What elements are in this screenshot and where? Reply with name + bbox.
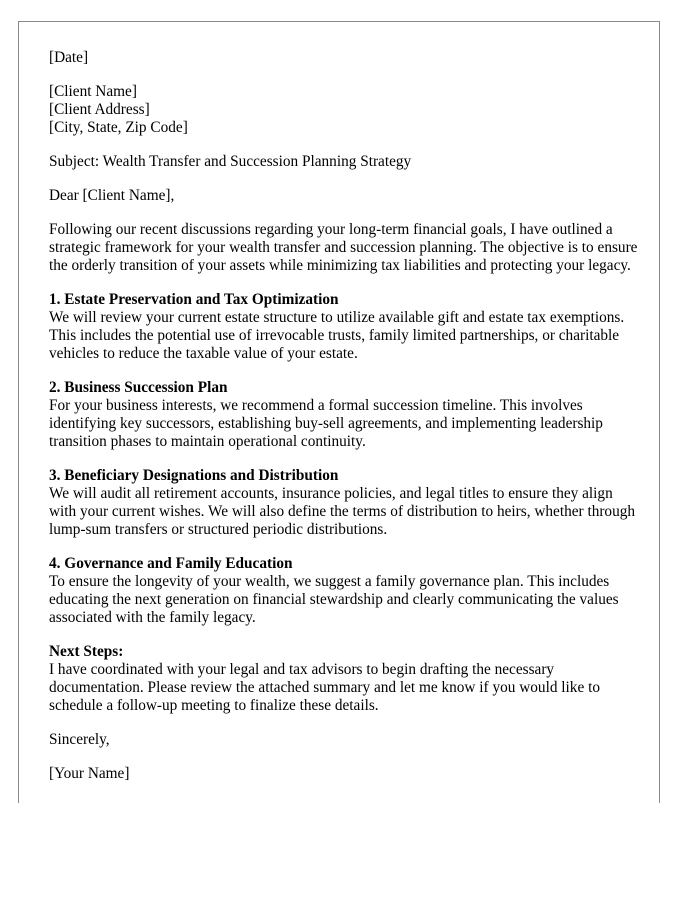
letter-signature: [Your Name] <box>49 765 130 782</box>
recipient-block <box>49 83 639 137</box>
section-body: We will review your current estate structure to utilize available gift and estate tax exemptions. This includes the potential use of irrevocable trusts, family limited partnerships, or charitable vehicles to reduce the taxable value of your estate. <box>49 309 625 362</box>
section-body: For your business interests, we recommend a formal succession timeline. This involves identifying key successors, establishing buy-sell agreements, and implementing leadership transition phases to maintain operational continuity. <box>49 397 603 450</box>
letter-body <box>49 49 639 799</box>
recipient-city-state-zip: [City, State, Zip Code] <box>49 119 188 136</box>
section-title: 4. Governance and Family Education <box>49 555 293 572</box>
section-governance-education <box>49 555 639 627</box>
recipient-name: [Client Name] <box>49 83 137 100</box>
section-title: 1. Estate Preservation and Tax Optimization <box>49 291 339 308</box>
section-next-steps <box>49 643 639 715</box>
next-steps-body: I have coordinated with your legal and tax advisors to begin drafting the necessary documentation. Please review the attached summary and let me know if you would like to schedule a follow-up meeting to finalize these details. <box>49 661 600 714</box>
letter-page <box>18 21 660 803</box>
letter-date: [Date] <box>49 49 89 66</box>
section-estate-preservation <box>49 291 639 363</box>
section-business-succession <box>49 379 639 451</box>
section-title: 2. Business Succession Plan <box>49 379 228 396</box>
section-body: We will audit all retirement accounts, insurance policies, and legal titles to ensure they align with your current wishes. We will also define the terms of distribution to heirs, whether through lump-sum transfers or structured periodic distributions. <box>49 485 636 538</box>
letter-closing: Sincerely, <box>49 731 110 748</box>
recipient-address: [Client Address] <box>49 101 150 118</box>
section-title: 3. Beneficiary Designations and Distribution <box>49 467 339 484</box>
section-body: To ensure the longevity of your wealth, we suggest a family governance plan. This includes educating the next generation on financial stewardship and clearly communicating the values associated with the family legacy. <box>49 573 619 626</box>
letter-intro: Following our recent discussions regarding your long-term financial goals, I have outlined a strategic framework for your wealth transfer and succession planning. The objective is to ensure the orderly transition of your assets while minimizing tax liabilities and protecting your legacy. <box>49 221 638 274</box>
letter-salutation: Dear [Client Name], <box>49 187 175 204</box>
section-beneficiary-designations <box>49 467 639 539</box>
next-steps-title: Next Steps: <box>49 643 124 660</box>
letter-subject: Subject: Wealth Transfer and Succession Planning Strategy <box>49 153 412 170</box>
